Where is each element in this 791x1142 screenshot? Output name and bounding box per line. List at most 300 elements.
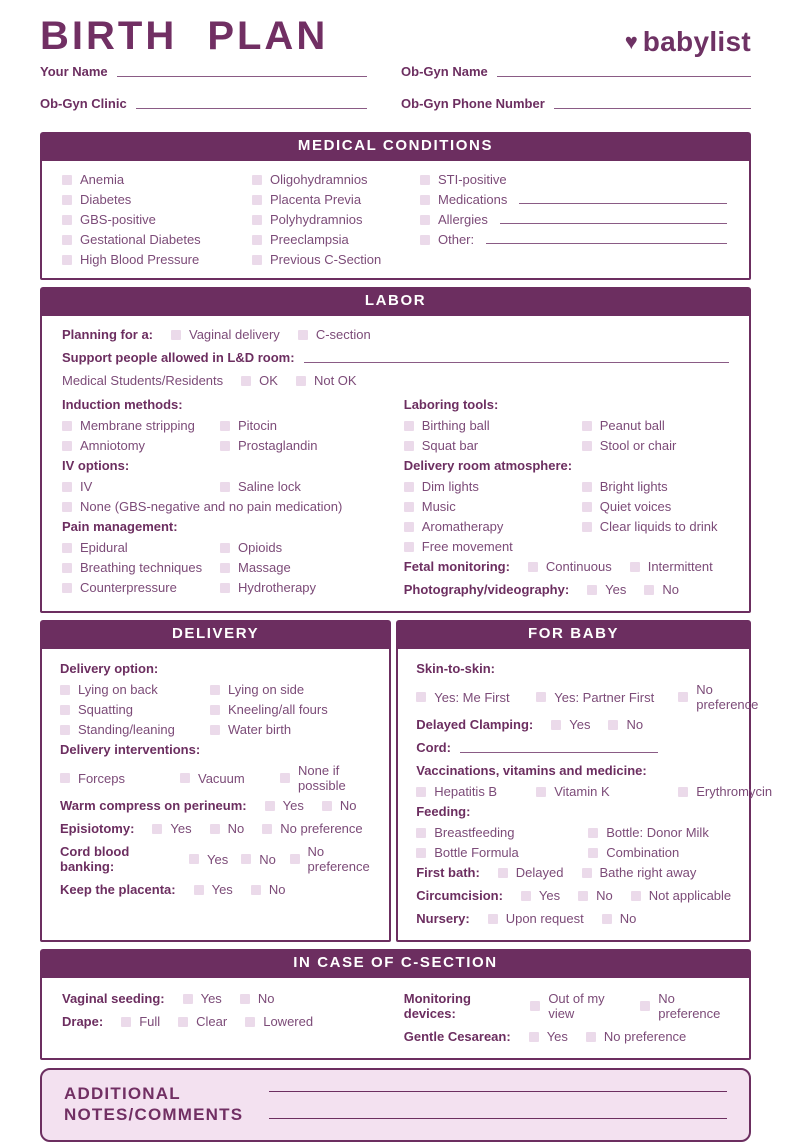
option-label: Bottle Formula [434, 845, 519, 860]
option-row [404, 499, 729, 514]
field-label: Ob-Gyn Phone Number [401, 96, 545, 111]
write-in-line[interactable] [304, 362, 729, 363]
checkbox-standing-leaning[interactable] [60, 725, 70, 735]
checkbox-sti-positive[interactable] [420, 175, 430, 185]
option-label: Clear [196, 1014, 228, 1029]
option-pitocin [220, 418, 378, 433]
option-membrane-stripping [62, 418, 212, 433]
option-label: Polyhydramnios [270, 212, 363, 227]
option-yes-partner-first [536, 682, 670, 712]
option-label: Yes [211, 882, 233, 897]
option-out-of-my-view [530, 991, 622, 1021]
option-row [62, 540, 378, 555]
option-label: Out of my view [548, 991, 605, 1021]
option-yes [521, 888, 560, 903]
document-header [40, 14, 751, 58]
option-label: Hydrotherapy [238, 580, 317, 595]
option-row [62, 172, 729, 187]
option-label: No preference [603, 1029, 687, 1044]
option-label: C-section [315, 327, 371, 342]
checkbox-kneeling-all-fours[interactable] [210, 705, 220, 715]
option-label: Bottle: Donor Milk [606, 825, 709, 840]
checkbox-out-of-my-view[interactable] [530, 1001, 540, 1011]
two-column-layout [62, 396, 729, 605]
option-quiet-voices [582, 499, 729, 514]
checkbox-upon-request[interactable] [488, 914, 498, 924]
checkbox-allergies[interactable] [420, 215, 430, 225]
option-gestational-diabetes [62, 232, 244, 247]
checkbox-squatting[interactable] [60, 705, 70, 715]
option-amniotomy [62, 438, 212, 453]
option-label: Quiet voices [599, 499, 672, 514]
checkbox-not-applicable[interactable] [631, 891, 641, 901]
group-heading: Delivery interventions: [60, 742, 201, 757]
inline-label: Vaginal seeding: [62, 991, 165, 1006]
field-obgyn-clinic [40, 96, 367, 111]
checkbox-preeclampsia[interactable] [252, 235, 262, 245]
identification-fields [40, 64, 751, 119]
additional-notes-box [40, 1068, 751, 1142]
option-erythromycin [678, 784, 773, 799]
option-no [322, 798, 357, 813]
inline-label: First bath: [416, 865, 480, 880]
option-yes [194, 882, 233, 897]
option-label: Gestational Diabetes [80, 232, 201, 247]
inline-row [404, 1029, 729, 1044]
page-title: BIRTH PLAN [40, 14, 329, 58]
option-row [62, 252, 729, 267]
checkbox-no[interactable] [608, 720, 618, 730]
option-label: None if possible [298, 763, 346, 793]
option-row [62, 499, 378, 514]
checkbox-yes[interactable] [521, 891, 531, 901]
section-c-section [40, 949, 751, 1060]
checkbox-no[interactable] [240, 994, 250, 1004]
option-full [121, 1014, 160, 1029]
checkbox-no-preference[interactable] [678, 692, 688, 702]
checkbox-none-gbs-negative-and-no-pain-medication[interactable] [62, 502, 72, 512]
checkbox-intermittent[interactable] [630, 562, 640, 572]
section-header-c-section [40, 949, 751, 976]
option-not-applicable [631, 888, 731, 903]
checkbox-amniotomy[interactable] [62, 441, 72, 451]
inline-label: Keep the placenta: [60, 882, 176, 897]
checkbox-combination[interactable] [588, 848, 598, 858]
checkbox-birthing-ball[interactable] [404, 421, 414, 431]
option-aromatherapy [404, 519, 574, 534]
checkbox-yes-me-first[interactable] [416, 692, 426, 702]
option-squatting [60, 702, 202, 717]
option-label: No [596, 888, 613, 903]
option-no-preference [678, 682, 759, 712]
checkbox-no-preference[interactable] [290, 854, 300, 864]
option-row [62, 212, 729, 227]
checkbox-diabetes[interactable] [62, 195, 72, 205]
checkbox-no-preference[interactable] [586, 1032, 596, 1042]
option-forceps [60, 763, 172, 793]
field-label: Ob-Gyn Clinic [40, 96, 127, 111]
option-birthing-ball [404, 418, 574, 433]
checkbox-lying-on-side[interactable] [210, 685, 220, 695]
inline-row [60, 798, 377, 813]
option-iv [62, 479, 212, 494]
option-label: Not applicable [648, 888, 732, 903]
option-label: Bright lights [599, 479, 668, 494]
checkbox-no[interactable] [322, 801, 332, 811]
option-label: Squat bar [421, 438, 479, 453]
section-title: FOR BABY [528, 625, 620, 642]
checkbox-placenta-previa[interactable] [252, 195, 262, 205]
inline-row [62, 1014, 378, 1029]
checkbox-no[interactable] [241, 854, 251, 864]
option-breathing-techniques [62, 560, 212, 575]
checkbox-no[interactable] [210, 824, 220, 834]
option-label: STI-positive [438, 172, 507, 187]
checkbox-not-ok[interactable] [296, 376, 306, 386]
inline-row [404, 991, 729, 1021]
option-label: No [619, 911, 637, 926]
checkbox-full[interactable] [121, 1017, 131, 1027]
checkbox-membrane-stripping[interactable] [62, 421, 72, 431]
option-label: No [662, 582, 679, 597]
option-row [416, 682, 759, 712]
option-previous-c-section [252, 252, 412, 267]
checkbox-aromatherapy[interactable] [404, 522, 414, 532]
inline-label: Nursery: [416, 911, 470, 926]
option-combination [588, 845, 737, 860]
option-label: Vaginal delivery [189, 327, 280, 342]
checkbox-massage[interactable] [220, 563, 230, 573]
checkbox-lowered[interactable] [245, 1017, 255, 1027]
option-label: Standing/leaning [78, 722, 175, 737]
inline-label: Drape: [62, 1014, 104, 1029]
option-no [602, 911, 637, 926]
checkbox-no[interactable] [602, 914, 612, 924]
checkbox-no-preference[interactable] [262, 824, 272, 834]
inline-row [60, 844, 377, 874]
option-no [241, 851, 276, 867]
field-row [416, 740, 737, 755]
checkbox-anemia[interactable] [62, 175, 72, 185]
option-yes [529, 1029, 568, 1044]
option-label: No [268, 882, 286, 897]
option-label: Dim lights [421, 479, 479, 494]
option-hydrotherapy [220, 580, 378, 595]
checkbox-clear[interactable] [178, 1017, 188, 1027]
option-high-blood-pressure [62, 252, 244, 267]
checkbox-oligohydramnios[interactable] [252, 175, 262, 185]
checkbox-no[interactable] [251, 885, 261, 895]
for-baby-box [396, 647, 773, 942]
write-in-line[interactable] [136, 108, 367, 109]
option-label: No [626, 717, 644, 732]
section-title: DELIVERY [171, 625, 260, 642]
brand-name: babylist [642, 26, 751, 57]
write-in-line[interactable] [460, 752, 658, 753]
inline-label: Gentle Cesarean: [403, 1029, 511, 1044]
option-diabetes [62, 192, 244, 207]
option-row [60, 682, 377, 697]
option-label: Music [421, 499, 456, 514]
option-not-ok [296, 373, 357, 388]
checkbox-pitocin[interactable] [220, 421, 230, 431]
option-label: Opioids [238, 540, 283, 555]
checkbox-hepatitis-b[interactable] [416, 787, 426, 797]
option-row [62, 479, 378, 494]
option-label: Yes: Me First [434, 689, 510, 705]
checkbox-yes[interactable] [551, 720, 561, 730]
option-prostaglandin [220, 438, 378, 453]
checkbox-water-birth[interactable] [210, 725, 220, 735]
labor-right-column [404, 396, 729, 605]
option-label: Medications [438, 192, 508, 207]
checkbox-clear-liquids-to-drink[interactable] [582, 522, 592, 532]
inline-row [62, 991, 378, 1006]
c-section-box [40, 976, 751, 1060]
c-section-left-column [62, 991, 378, 1052]
checkbox-dim-lights[interactable] [404, 482, 414, 492]
option-massage [220, 560, 378, 575]
checkbox-iv[interactable] [62, 482, 72, 492]
checkbox-bottle-donor-milk[interactable] [588, 828, 598, 838]
option-row [404, 519, 729, 534]
option-lowered [245, 1014, 313, 1029]
option-label: No [257, 991, 275, 1006]
option-row [404, 418, 729, 433]
option-label: No preference [658, 991, 721, 1021]
option-sti-positive [420, 172, 729, 187]
option-no-preference [262, 821, 362, 836]
checkbox-vacuum[interactable] [180, 773, 190, 783]
option-row [62, 232, 729, 247]
checkbox-breathing-techniques[interactable] [62, 563, 72, 573]
write-in-line[interactable] [117, 76, 367, 77]
checkbox-opioids[interactable] [220, 543, 230, 553]
checkbox-peanut-ball[interactable] [582, 421, 592, 431]
checkbox-gbs-positive[interactable] [62, 215, 72, 225]
checkbox-no[interactable] [578, 891, 588, 901]
option-label: Forceps [78, 770, 125, 786]
checkbox-quiet-voices[interactable] [582, 502, 592, 512]
labor-box [40, 314, 751, 613]
option-no [240, 991, 275, 1006]
option-vitamin-k [536, 784, 670, 799]
checkbox-other[interactable] [420, 235, 430, 245]
option-label: Yes [538, 888, 561, 903]
checkbox-music[interactable] [404, 502, 414, 512]
option-dim-lights [404, 479, 574, 494]
inline-row [416, 888, 737, 903]
checkbox-ok[interactable] [241, 376, 251, 386]
option-label: Anemia [80, 172, 125, 187]
option-opioids [220, 540, 378, 555]
option-row [60, 722, 377, 737]
field-row [62, 350, 729, 365]
section-title: IN CASE OF C-SECTION [293, 954, 498, 971]
section-header-for-baby [396, 620, 751, 647]
option-continuous [528, 559, 612, 574]
option-yes-me-first [416, 682, 528, 712]
checkbox-squat-bar[interactable] [404, 441, 414, 451]
option-music [404, 499, 574, 514]
checkbox-yes[interactable] [529, 1032, 539, 1042]
option-label: Saline lock [238, 479, 301, 494]
option-no-preference [290, 844, 378, 874]
option-label: No preference [696, 682, 759, 712]
option-label: Membrane stripping [80, 418, 195, 433]
checkbox-stool-or-chair[interactable] [582, 441, 592, 451]
inline-label: Planning for a: [62, 327, 153, 342]
inline-label: Cord blood banking: [60, 844, 130, 874]
group-heading: Vaccinations, vitamins and medicine: [416, 763, 647, 778]
notes-write-in-line[interactable] [269, 1091, 727, 1092]
option-label: Preeclampsia [270, 232, 349, 247]
option-preeclampsia [252, 232, 412, 247]
option-bright-lights [582, 479, 729, 494]
checkbox-breastfeeding[interactable] [416, 828, 426, 838]
checkbox-yes[interactable] [194, 885, 204, 895]
checkbox-continuous[interactable] [528, 562, 538, 572]
option-label: Yes [605, 582, 627, 597]
option-squat-bar [404, 438, 574, 453]
checkbox-bathe-right-away[interactable] [582, 868, 592, 878]
checkbox-yes-partner-first[interactable] [536, 692, 546, 702]
option-epidural [62, 540, 212, 555]
checkbox-vaginal-delivery[interactable] [171, 330, 181, 340]
checkbox-yes[interactable] [152, 824, 162, 834]
notes-lines [269, 1083, 727, 1125]
option-label: Previous C-Section [270, 252, 382, 267]
checkbox-no[interactable] [644, 585, 654, 595]
group-heading: Skin-to-skin: [416, 661, 495, 676]
medical-conditions-box [40, 159, 751, 280]
write-in-line[interactable] [519, 203, 727, 204]
option-label: OK [259, 373, 278, 388]
checkbox-erythromycin[interactable] [678, 787, 688, 797]
option-label: Vitamin K [554, 784, 610, 799]
section-delivery [40, 620, 391, 942]
group-heading: Induction methods: [62, 397, 183, 412]
option-counterpressure [62, 580, 212, 595]
field-label: Ob-Gyn Name [401, 64, 488, 79]
checkbox-counterpressure[interactable] [62, 583, 72, 593]
checkbox-vitamin-k[interactable] [536, 787, 546, 797]
checkbox-yes[interactable] [265, 801, 275, 811]
checkbox-yes[interactable] [189, 854, 199, 864]
checkbox-none-if-possible[interactable] [280, 773, 290, 783]
checkbox-gestational-diabetes[interactable] [62, 235, 72, 245]
option-yes [189, 851, 229, 867]
checkbox-delayed[interactable] [498, 868, 508, 878]
option-label: Vacuum [198, 770, 245, 786]
write-in-line[interactable] [486, 243, 727, 244]
option-label: Aromatherapy [421, 519, 504, 534]
group-heading: Pain management: [62, 519, 178, 534]
option-no [578, 888, 613, 903]
option-bottle-donor-milk [588, 825, 737, 840]
checkbox-forceps[interactable] [60, 773, 70, 783]
option-label: Continuous [545, 559, 612, 574]
option-label: Combination [606, 845, 680, 860]
option-label: Not OK [313, 373, 357, 388]
checkbox-previous-c-section[interactable] [252, 255, 262, 265]
option-no [644, 582, 679, 597]
option-other [420, 232, 729, 247]
checkbox-polyhydramnios[interactable] [252, 215, 262, 225]
write-in-line[interactable] [500, 223, 727, 224]
option-label: Yes [170, 821, 192, 836]
option-no-preference [586, 1029, 686, 1044]
option-row [62, 560, 378, 575]
section-labor [40, 287, 751, 613]
option-gbs-positive [62, 212, 244, 227]
option-row [416, 784, 773, 799]
write-in-line[interactable] [497, 76, 751, 77]
option-hepatitis-b [416, 784, 528, 799]
option-label: Squatting [78, 702, 133, 717]
option-standing-leaning [60, 722, 202, 737]
inline-row [416, 865, 737, 880]
option-medications [420, 192, 729, 207]
inline-row [416, 717, 737, 732]
checkbox-yes[interactable] [587, 585, 597, 595]
inline-label: Warm compress on perineum: [60, 798, 247, 813]
checkbox-no-preference[interactable] [640, 1001, 650, 1011]
option-label: No preference [307, 844, 370, 874]
option-yes [551, 717, 590, 732]
write-in-line[interactable] [554, 108, 751, 109]
option-row [62, 580, 378, 595]
babylist-logo [625, 26, 751, 58]
checkbox-bright-lights[interactable] [582, 482, 592, 492]
delivery-box [40, 647, 391, 942]
notes-write-in-line[interactable] [269, 1118, 727, 1119]
option-vacuum [180, 763, 272, 793]
option-label: Bathe right away [599, 865, 697, 880]
checkbox-hydrotherapy[interactable] [220, 583, 230, 593]
option-label: Upon request [505, 911, 584, 926]
option-label: Free movement [421, 539, 513, 554]
checkbox-yes[interactable] [183, 994, 193, 1004]
option-label: Other: [438, 232, 475, 247]
checkbox-prostaglandin[interactable] [220, 441, 230, 451]
option-row [60, 702, 377, 717]
checkbox-bottle-formula[interactable] [416, 848, 426, 858]
c-section-right-column [404, 991, 729, 1052]
delivery-forbaby-row [40, 620, 773, 942]
checkbox-c-section[interactable] [298, 330, 308, 340]
checkbox-epidural[interactable] [62, 543, 72, 553]
checkbox-free-movement[interactable] [404, 542, 414, 552]
checkbox-lying-on-back[interactable] [60, 685, 70, 695]
option-label: Peanut ball [599, 418, 665, 433]
option-free-movement [404, 539, 729, 554]
option-anemia [62, 172, 244, 187]
checkbox-saline-lock[interactable] [220, 482, 230, 492]
field-obgyn-name [401, 64, 751, 79]
option-label: Kneeling/all fours [228, 702, 328, 717]
option-label: Yes [569, 717, 591, 732]
option-clear-liquids-to-drink [582, 519, 729, 534]
option-label: Water birth [228, 722, 292, 737]
option-label: Counterpressure [80, 580, 177, 595]
option-row [416, 845, 737, 860]
field-your-name [40, 64, 367, 79]
option-label: Massage [238, 560, 291, 575]
checkbox-high-blood-pressure[interactable] [62, 255, 72, 265]
checkbox-medications[interactable] [420, 195, 430, 205]
option-label: Yes [546, 1029, 568, 1044]
